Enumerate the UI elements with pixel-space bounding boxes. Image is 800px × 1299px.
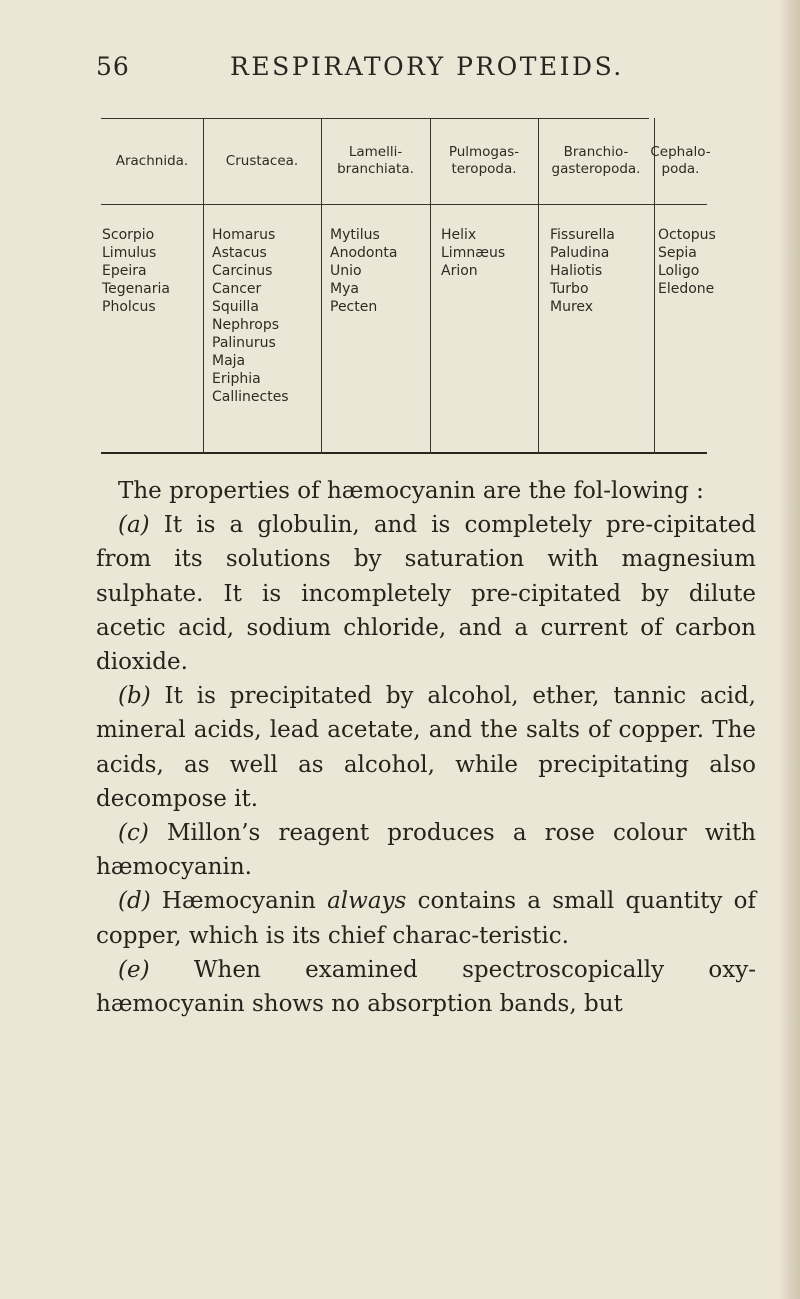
header-crustacea <box>203 126 321 196</box>
property-text: contains a small quantity of copper, which is its chief charac-teristic. <box>96 888 757 949</box>
property-a <box>96 508 756 679</box>
list-item: Scorpio <box>102 227 155 243</box>
header-line: poda. <box>661 161 700 177</box>
list-item: Callinectes <box>212 389 289 405</box>
list-item: Helix <box>441 227 477 243</box>
header-branchiogasteropoda <box>538 126 654 196</box>
table-top-rule <box>101 118 649 119</box>
table-bottom-rule <box>101 452 707 454</box>
header-line: Cephalo- <box>650 144 711 160</box>
header-line: Pulmogas- <box>448 144 520 160</box>
intro-paragraph: The properties of hæmocyanin are the fol-lowing : <box>118 478 704 504</box>
column-lamellibranchiata <box>330 226 397 316</box>
list-item: Limnæus <box>441 245 506 261</box>
header-pulmogasteropoda <box>430 126 538 196</box>
list-item: Octopus <box>658 227 716 243</box>
header-arachnida <box>101 126 203 196</box>
column-arachnida <box>102 226 170 316</box>
list-item: Homarus <box>212 227 276 243</box>
list-item: Palinurus <box>212 335 276 351</box>
property-c <box>96 816 756 884</box>
list-item: Squilla <box>212 299 259 315</box>
table-header-rule <box>101 204 707 205</box>
property-text: It is precipitated by alcohol, ether, tannic acid, mineral acids, lead acetate, and the salts of copper. The acids, as well as alcohol, while precipitating also decompose it. <box>96 683 756 812</box>
page-number: 56 <box>96 52 130 81</box>
list-item: Carcinus <box>212 263 273 279</box>
header-line: teropoda. <box>451 161 517 177</box>
column-cephalopoda <box>658 226 716 298</box>
list-item: Loligo <box>658 263 700 279</box>
list-item: Tegenaria <box>102 281 170 297</box>
emphasis: always <box>327 888 407 915</box>
list-item: Epeira <box>102 263 147 279</box>
property-text: Hæmocyanin <box>150 888 328 915</box>
list-item: Sepia <box>658 245 697 261</box>
property-text: Millon’s reagent produces a rose colour with hæmocyanin. <box>96 820 756 881</box>
header-line: gasteropoda. <box>551 161 641 177</box>
header-line: Arachnida. <box>115 152 189 169</box>
list-item: Murex <box>550 299 594 315</box>
item-label: (c) <box>118 820 149 847</box>
list-item: Eledone <box>658 281 715 297</box>
list-item: Arion <box>441 263 478 279</box>
list-item: Maja <box>212 353 246 369</box>
running-head-title: RESPIRATORY PROTEIDS. <box>230 52 624 81</box>
property-text: When examined spectroscopically oxy-hæmocyanin shows no absorption bands, but <box>96 956 756 1018</box>
classification-table <box>101 118 716 454</box>
header-lamellibranchiata <box>321 126 430 196</box>
list-item: Mytilus <box>330 227 380 243</box>
property-e <box>96 953 756 1021</box>
list-item: Nephrops <box>212 317 280 333</box>
list-item: Anodonta <box>330 245 398 261</box>
header-line: Branchio- <box>563 144 629 160</box>
list-item: Haliotis <box>550 263 603 279</box>
list-item: Cancer <box>212 281 262 297</box>
list-item: Turbo <box>550 281 589 297</box>
item-label: (d) <box>118 888 151 915</box>
list-item: Mya <box>330 281 359 297</box>
header-line: Crustacea. <box>225 152 299 169</box>
header-cephalopoda <box>650 126 711 196</box>
running-head <box>96 52 656 86</box>
property-d <box>96 884 756 952</box>
column-crustacea <box>212 226 289 406</box>
list-item: Paludina <box>550 245 610 261</box>
list-item: Unio <box>330 263 362 279</box>
list-item: Pecten <box>330 299 378 315</box>
property-b <box>96 679 756 816</box>
list-item: Fissurella <box>550 227 615 243</box>
item-label: (a) <box>118 512 150 539</box>
list-item: Eriphia <box>212 371 261 387</box>
list-item: Pholcus <box>102 299 156 315</box>
column-branchiogasteropoda <box>550 226 615 316</box>
list-item: Limulus <box>102 245 157 261</box>
item-label: (b) <box>118 683 151 710</box>
page-edge-shadow <box>778 0 800 1299</box>
header-line: branchiata. <box>337 161 414 177</box>
header-line: Lamelli- <box>348 144 403 160</box>
list-item: Astacus <box>212 245 267 261</box>
body-text <box>96 474 756 1021</box>
column-pulmogasteropoda <box>441 226 505 280</box>
property-text: It is a globulin, and is completely pre-cipitated from its solutions by saturation with magnesium sulphate. It is incompletely pre-cipitated by dilute acetic acid, sodium chloride, and a current of carbon dioxide. <box>96 512 756 676</box>
item-label: (e) <box>118 956 150 983</box>
